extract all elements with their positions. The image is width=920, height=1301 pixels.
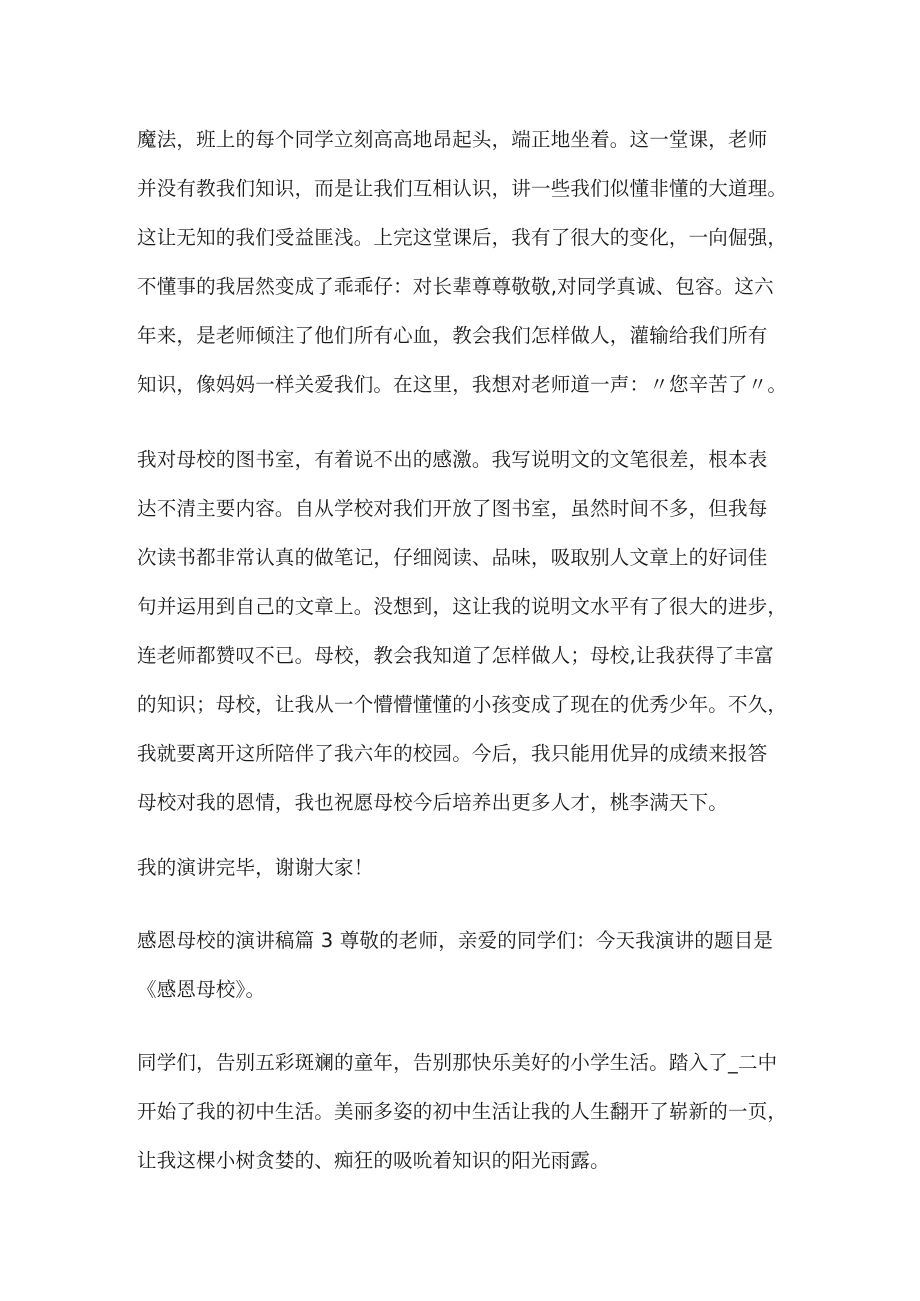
text-line: 我的演讲完毕，谢谢大家！ (137, 856, 374, 879)
text-line: 连老师都赞叹不已。母校，教会我知道了怎样做人；母校,让我获得了丰富 (137, 644, 774, 667)
paragraph-teacher-thanks (137, 115, 817, 409)
text-line: 的知识；母校，让我从一个懵懵懂懂的小孩变成了现在的优秀少年。不久， (137, 693, 788, 716)
paragraph-speech-end (137, 843, 817, 892)
paragraph-speech-title (137, 916, 817, 1014)
paragraph-library-thanks (137, 435, 817, 827)
text-line: 感恩母校的演讲稿篇 3 尊敬的老师，亲爱的同学们：今天我演讲的题目是 (137, 929, 774, 952)
text-line: 并没有教我们知识，而是让我们互相认识，讲一些我们似懂非懂的大道理。 (137, 177, 788, 200)
text-line: 句并运用到自己的文章上。没想到，这让我的说明文水平有了很大的进步， (137, 595, 788, 618)
text-line: 年来，是老师倾注了他们所有心血，教会我们怎样做人，灌输给我们所有 (137, 324, 768, 347)
text-line: 我对母校的图书室，有着说不出的感激。我写说明文的文笔很差，根本表 (137, 448, 768, 471)
text-line: 这让无知的我们受益匪浅。上完这堂课后，我有了很大的变化，一向倔强， (137, 226, 788, 249)
text-line: 开始了我的初中生活。美丽多姿的初中生活让我的人生翻开了崭新的一页， (137, 1100, 788, 1123)
paragraph-middle-school (137, 1038, 817, 1185)
text-line: 《感恩母校》。 (137, 978, 266, 1001)
text-line: 不懂事的我居然变成了乖乖仔：对长辈尊尊敬敬,对同学真诚、包容。这六 (137, 275, 774, 298)
text-line: 魔法，班上的每个同学立刻高高地昂起头，端正地坐着。这一堂课，老师 (137, 128, 768, 151)
text-line: 达不清主要内容。自从学校对我们开放了图书室，虽然时间不多，但我每 (137, 497, 768, 520)
text-line: 母校对我的恩情，我也祝愿母校今后培养出更多人才，桃李满天下。 (137, 791, 729, 814)
text-line: 同学们，告别五彩斑斓的童年，告别那快乐美好的小学生活。踏入了_二中 (137, 1051, 778, 1074)
text-line: 次读书都非常认真的做笔记，仔细阅读、品味，吸取别人文章上的好词佳 (137, 546, 768, 569)
text-line: 我就要离开这所陪伴了我六年的校园。今后，我只能用优异的成绩来报答 (137, 742, 768, 765)
text-line: 知识，像妈妈一样关爱我们。在这里，我想对老师道一声：〃您辛苦了〃。 (137, 373, 788, 396)
text-line: 让我这棵小树贪婪的、痴狂的吸吮着知识的阳光雨露。 (137, 1149, 610, 1172)
